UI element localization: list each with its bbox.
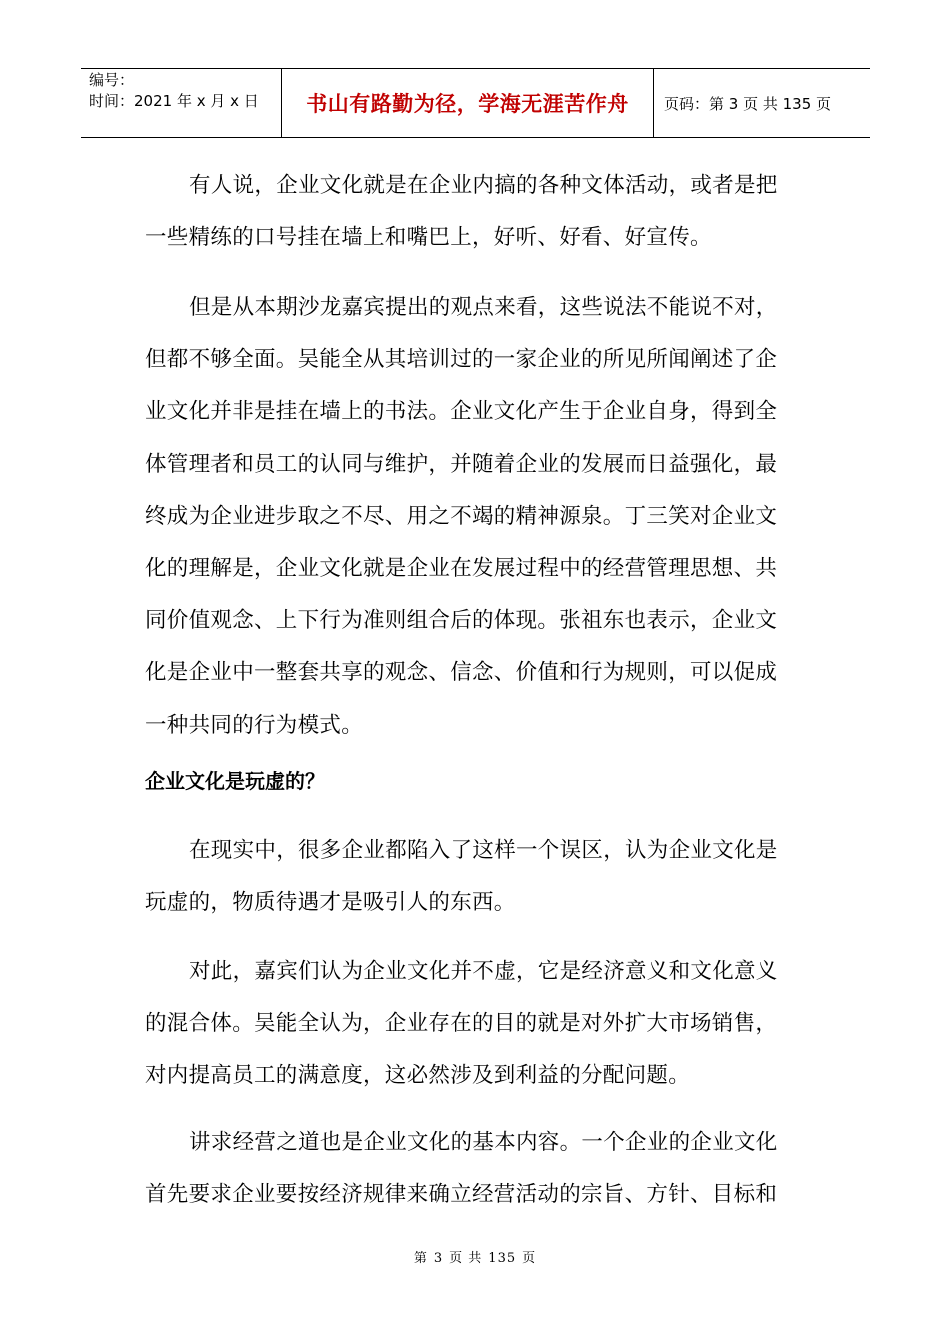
date-label: 时间：2021 年 x 月 x 日 bbox=[89, 92, 259, 110]
text-line: 业文化并非是挂在墙上的书法。企业文化产生于企业自身，得到全 bbox=[145, 399, 778, 425]
text-line: 一种共同的行为模式。 bbox=[145, 712, 364, 738]
header-page-cell bbox=[654, 69, 870, 137]
text-line: 对此，嘉宾们认为企业文化并不虚，它是经济意义和文化意义 bbox=[189, 959, 778, 984]
page-header bbox=[81, 68, 870, 138]
page-footer bbox=[0, 1247, 950, 1266]
text-line: 但是从本期沙龙嘉宾提出的观点来看，这些说法不能说不对， bbox=[189, 295, 778, 320]
motto: 书山有路勤为径，学海无涯苦作舟 bbox=[306, 92, 629, 116]
paragraph-1 bbox=[145, 160, 795, 264]
footer-prefix: 第 bbox=[413, 1251, 428, 1266]
text-line: 但都不够全面。吴能全从其培训过的一家企业的所见所闻阐述了企 bbox=[145, 347, 778, 373]
footer-page-number: 3 bbox=[433, 1251, 444, 1266]
text-line: 的混合体。吴能全认为，企业存在的目的就是对外扩大市场销售， bbox=[145, 1011, 778, 1037]
number-label: 编号： bbox=[89, 71, 135, 89]
footer-suffix: 页 bbox=[522, 1251, 537, 1266]
text-line: 化的理解是，企业文化就是企业在发展过程中的经营管理思想、共 bbox=[145, 555, 778, 581]
header-meta-cell bbox=[81, 69, 282, 137]
page-info: 页码：第 3 页 共 135 页 bbox=[664, 94, 832, 113]
text-line: 首先要求企业要按经济规律来确立经营活动的宗旨、方针、目标和 bbox=[145, 1182, 778, 1208]
text-line: 对内提高员工的满意度，这必然涉及到利益的分配问题。 bbox=[145, 1063, 691, 1089]
footer-middle: 页 共 bbox=[449, 1251, 483, 1266]
text-line: 体管理者和员工的认同与维护，并随着企业的发展而日益强化，最 bbox=[145, 451, 778, 477]
text-line: 有人说，企业文化就是在企业内搞的各种文体活动，或者是把 bbox=[189, 173, 778, 198]
section-heading: 企业文化是玩虚的？ bbox=[145, 769, 325, 793]
text-line: 在现实中，很多企业都陷入了这样一个误区，认为企业文化是 bbox=[189, 838, 778, 863]
text-line: 一些精练的口号挂在墙上和嘴巴上，好听、好看、好宣传。 bbox=[145, 225, 712, 251]
header-motto-cell bbox=[282, 69, 654, 137]
paragraph-3 bbox=[145, 825, 795, 929]
footer-total-pages: 135 bbox=[488, 1251, 517, 1266]
text-line: 同价值观念、上下行为准则组合后的体现。张祖东也表示，企业文 bbox=[145, 608, 778, 634]
text-line: 讲求经营之道也是企业文化的基本内容。一个企业的企业文化 bbox=[189, 1130, 778, 1155]
paragraph-2 bbox=[145, 282, 795, 752]
text-line: 化是企业中一整套共享的观念、信念、价值和行为规则，可以促成 bbox=[145, 660, 778, 686]
paragraph-4 bbox=[145, 946, 795, 1103]
text-line: 玩虚的，物质待遇才是吸引人的东西。 bbox=[145, 890, 516, 916]
paragraph-5 bbox=[145, 1117, 795, 1221]
text-line: 终成为企业进步取之不尽、用之不竭的精神源泉。丁三笑对企业文 bbox=[145, 503, 778, 529]
